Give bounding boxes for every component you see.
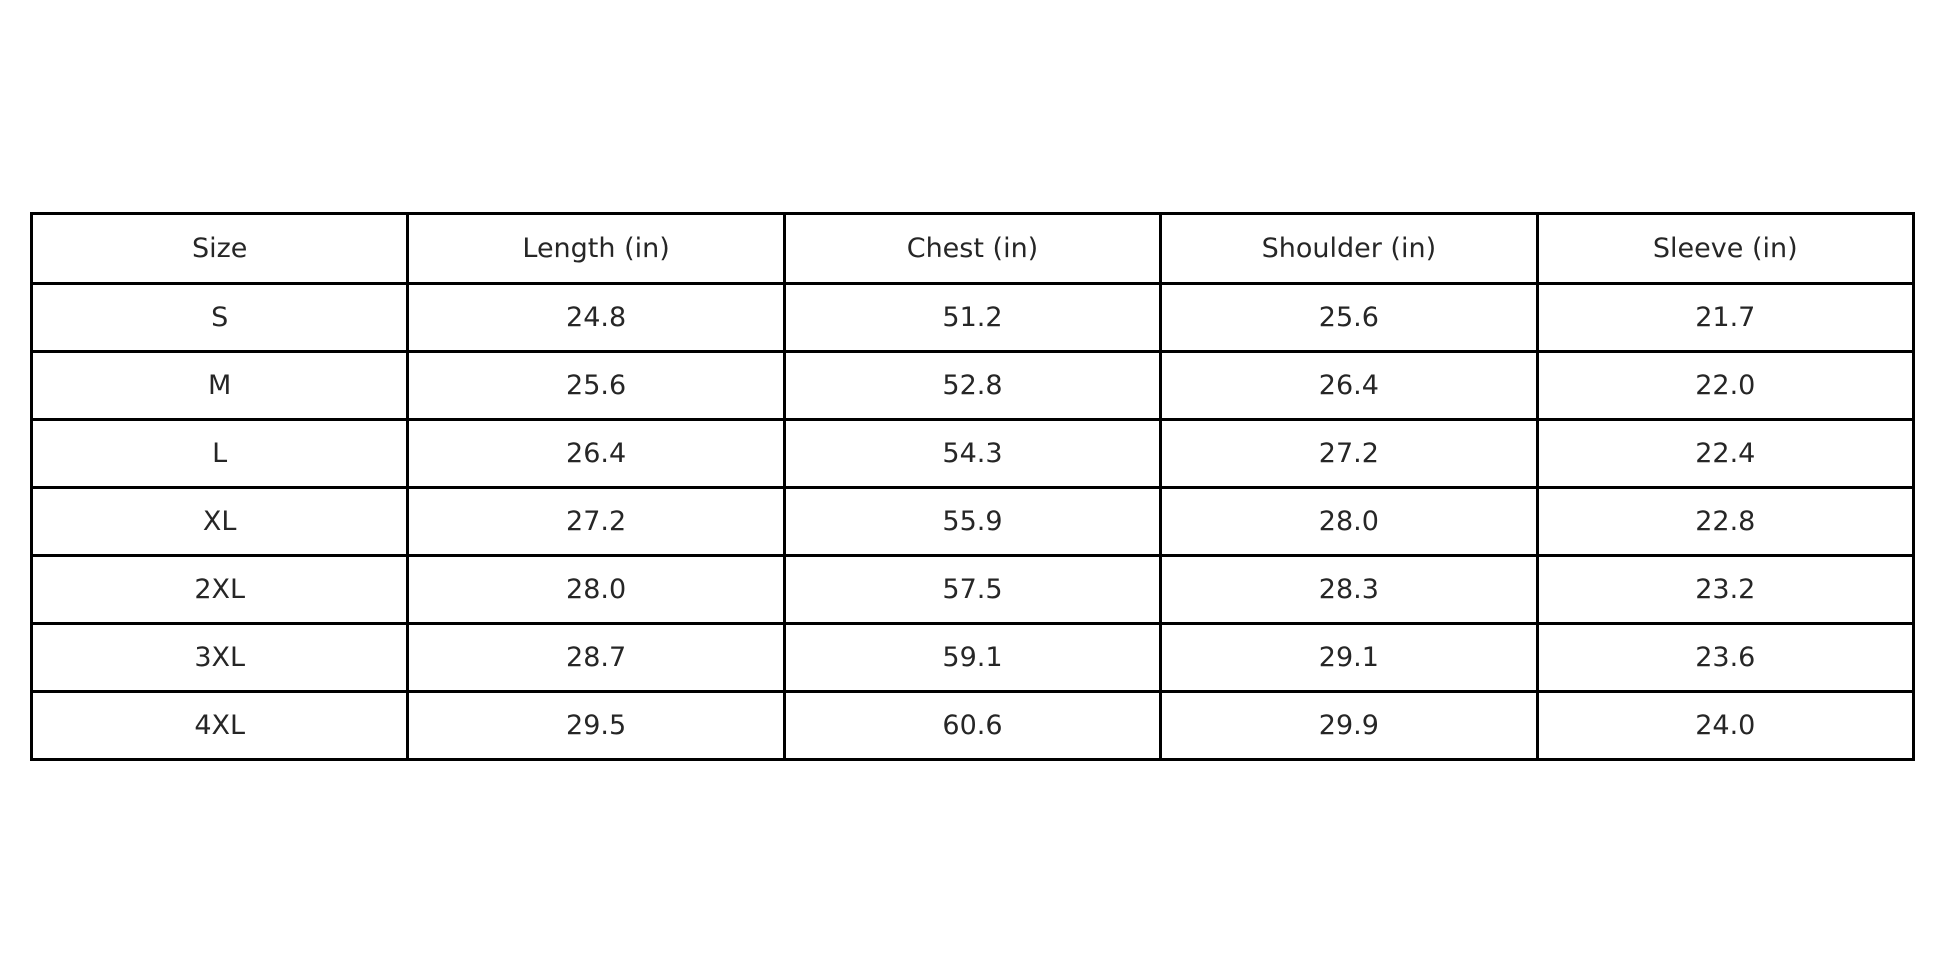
measurement-cell: 29.9 xyxy=(1161,692,1537,760)
measurement-cell: 23.2 xyxy=(1537,556,1913,624)
table-row xyxy=(32,488,1914,556)
table-row xyxy=(32,284,1914,352)
measurement-cell: 28.0 xyxy=(1161,488,1537,556)
measurement-cell: 54.3 xyxy=(784,420,1160,488)
column-header: Sleeve (in) xyxy=(1537,214,1913,284)
measurement-cell: 28.7 xyxy=(408,624,784,692)
measurement-cell: 23.6 xyxy=(1537,624,1913,692)
table-row xyxy=(32,352,1914,420)
measurement-cell: 28.0 xyxy=(408,556,784,624)
size-chart-table xyxy=(30,212,1915,761)
table-header xyxy=(32,214,1914,284)
measurement-cell: 59.1 xyxy=(784,624,1160,692)
size-cell: 2XL xyxy=(32,556,408,624)
column-header: Size xyxy=(32,214,408,284)
column-header: Length (in) xyxy=(408,214,784,284)
measurement-cell: 22.4 xyxy=(1537,420,1913,488)
measurement-cell: 22.0 xyxy=(1537,352,1913,420)
column-header: Chest (in) xyxy=(784,214,1160,284)
measurement-cell: 60.6 xyxy=(784,692,1160,760)
size-cell: XL xyxy=(32,488,408,556)
measurement-cell: 26.4 xyxy=(408,420,784,488)
measurement-cell: 57.5 xyxy=(784,556,1160,624)
measurement-cell: 21.7 xyxy=(1537,284,1913,352)
size-cell: L xyxy=(32,420,408,488)
measurement-cell: 29.5 xyxy=(408,692,784,760)
measurement-cell: 25.6 xyxy=(408,352,784,420)
measurement-cell: 25.6 xyxy=(1161,284,1537,352)
measurement-cell: 27.2 xyxy=(1161,420,1537,488)
size-cell: 3XL xyxy=(32,624,408,692)
size-cell: M xyxy=(32,352,408,420)
measurement-cell: 28.3 xyxy=(1161,556,1537,624)
measurement-cell: 55.9 xyxy=(784,488,1160,556)
measurement-cell: 24.0 xyxy=(1537,692,1913,760)
size-cell: S xyxy=(32,284,408,352)
column-header: Shoulder (in) xyxy=(1161,214,1537,284)
table-row xyxy=(32,556,1914,624)
measurement-cell: 24.8 xyxy=(408,284,784,352)
table-body xyxy=(32,284,1914,760)
size-cell: 4XL xyxy=(32,692,408,760)
table-row xyxy=(32,420,1914,488)
table-row xyxy=(32,624,1914,692)
measurement-cell: 52.8 xyxy=(784,352,1160,420)
measurement-cell: 26.4 xyxy=(1161,352,1537,420)
measurement-cell: 22.8 xyxy=(1537,488,1913,556)
header-row xyxy=(32,214,1914,284)
measurement-cell: 29.1 xyxy=(1161,624,1537,692)
measurement-cell: 27.2 xyxy=(408,488,784,556)
table-row xyxy=(32,692,1914,760)
measurement-cell: 51.2 xyxy=(784,284,1160,352)
